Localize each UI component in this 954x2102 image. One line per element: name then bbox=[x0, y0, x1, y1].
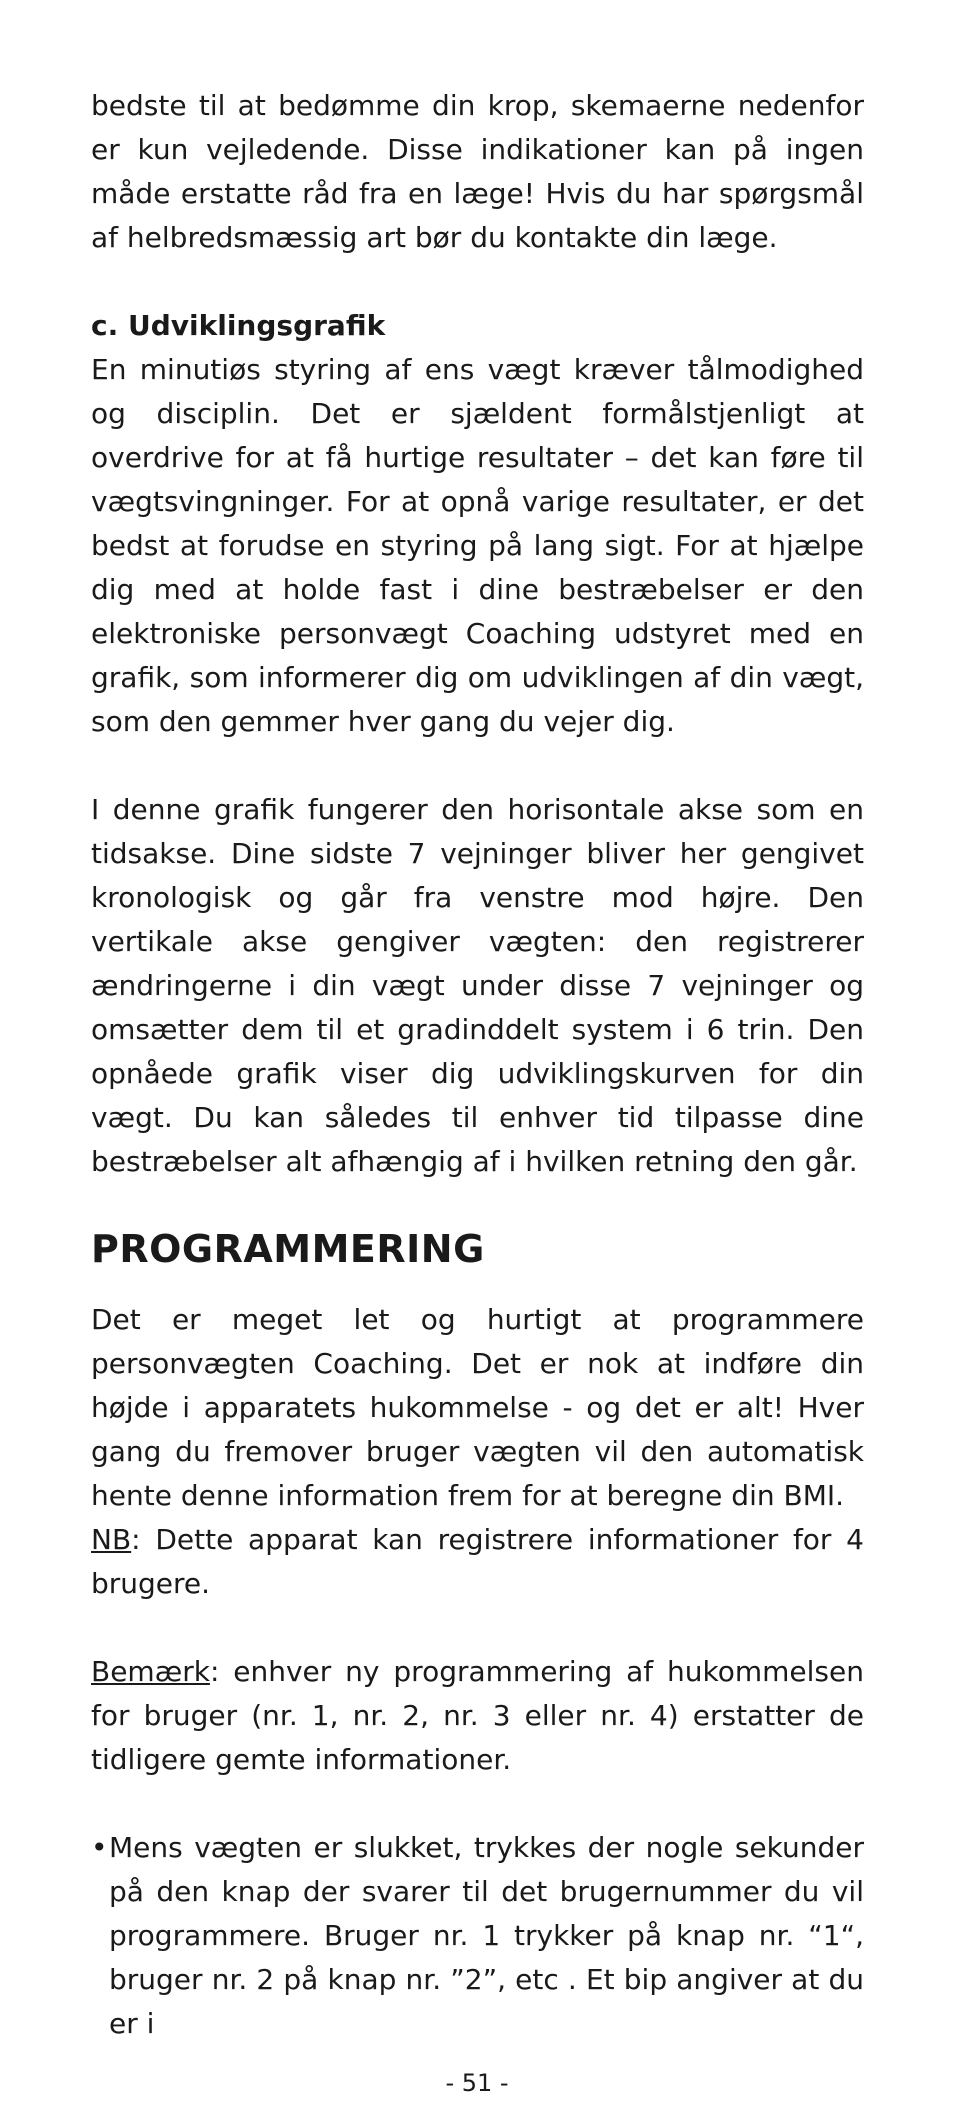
section-heading-udviklingsgrafik: c. Udviklingsgrafik bbox=[91, 309, 386, 342]
nb-text: : Dette apparat kan registrere informationer for 4 brugere. bbox=[91, 1523, 864, 1600]
intro-paragraph: bedste til at bedømme din krop, skemaerne nedenfor er kun vejledende. Disse indikationer kan på ingen måde erstatte råd fra en læge! Hvis du har spørgsmål af helbredsmæssig art bør du kontakte din læge. bbox=[91, 89, 864, 254]
instruction-bullet bbox=[91, 1826, 864, 2046]
bemaerk-text: : enhver ny programmering af hukommelsen for bruger (nr. 1, nr. 2, nr. 3 eller nr. 4) erstatter de tidligere gemte informationer. bbox=[91, 1655, 864, 1776]
bemaerk-label: Bemærk bbox=[91, 1655, 210, 1688]
nb-label: NB bbox=[91, 1523, 132, 1556]
udviklingsgrafik-paragraph-2: I denne grafik fungerer den horisontale akse som en tidsakse. Dine sidste 7 vejninger bliver her gengivet kronologisk og går fra venstre mod højre. Den vertikale akse gengiver vægten: den registrerer ændringerne i din vægt under disse 7 vejninger og omsætter dem til et gradinddelt system i 6 trin. Den opnåede grafik viser dig udviklingskurven for din vægt. Du kan således til enhver tid tilpasse dine bestræbelser alt afhængig af i hvilken retning den går. bbox=[91, 793, 864, 1178]
page-number: - 51 - bbox=[445, 2069, 509, 2097]
programmering-paragraph-1: Det er meget let og hurtigt at programmere personvægten Coaching. Det er nok at indføre din højde i apparatets hukommelse - og det er alt! Hver gang du fremover bruger vægten vil den automatisk hente denne information frem for at beregne din BMI. bbox=[91, 1303, 864, 1512]
bullet-text: Mens vægten er slukket, trykkes der nogle sekunder på den knap der svarer til det brugernummer du vil programmere. Bruger nr. 1 trykker på knap nr. “1“, bruger nr. 2 på knap nr. ”2”, etc . Et bip angiver at du er i bbox=[109, 1831, 864, 2040]
udviklingsgrafik-paragraph-1: En minutiøs styring af ens vægt kræver tålmodighed og disciplin. Det er sjældent formålstjenligt at overdrive for at få hurtige resultater – det kan føre til vægtsvingninger. For at opnå varige resultater, er det bedst at forudse en styring på lang sigt. For at hjælpe dig med at holde fast i dine bestræbelser er den elektroniske personvægt Coaching udstyret med en grafik, som informerer dig om udviklingen af din vægt, som den gemmer hver gang du vejer dig. bbox=[91, 353, 864, 738]
section-heading-programmering: PROGRAMMERING bbox=[91, 1227, 485, 1271]
nb-note bbox=[91, 1518, 864, 1606]
bemaerk-note bbox=[91, 1650, 864, 1782]
manual-page bbox=[91, 84, 864, 2046]
bullet-icon: • bbox=[91, 1831, 108, 1864]
